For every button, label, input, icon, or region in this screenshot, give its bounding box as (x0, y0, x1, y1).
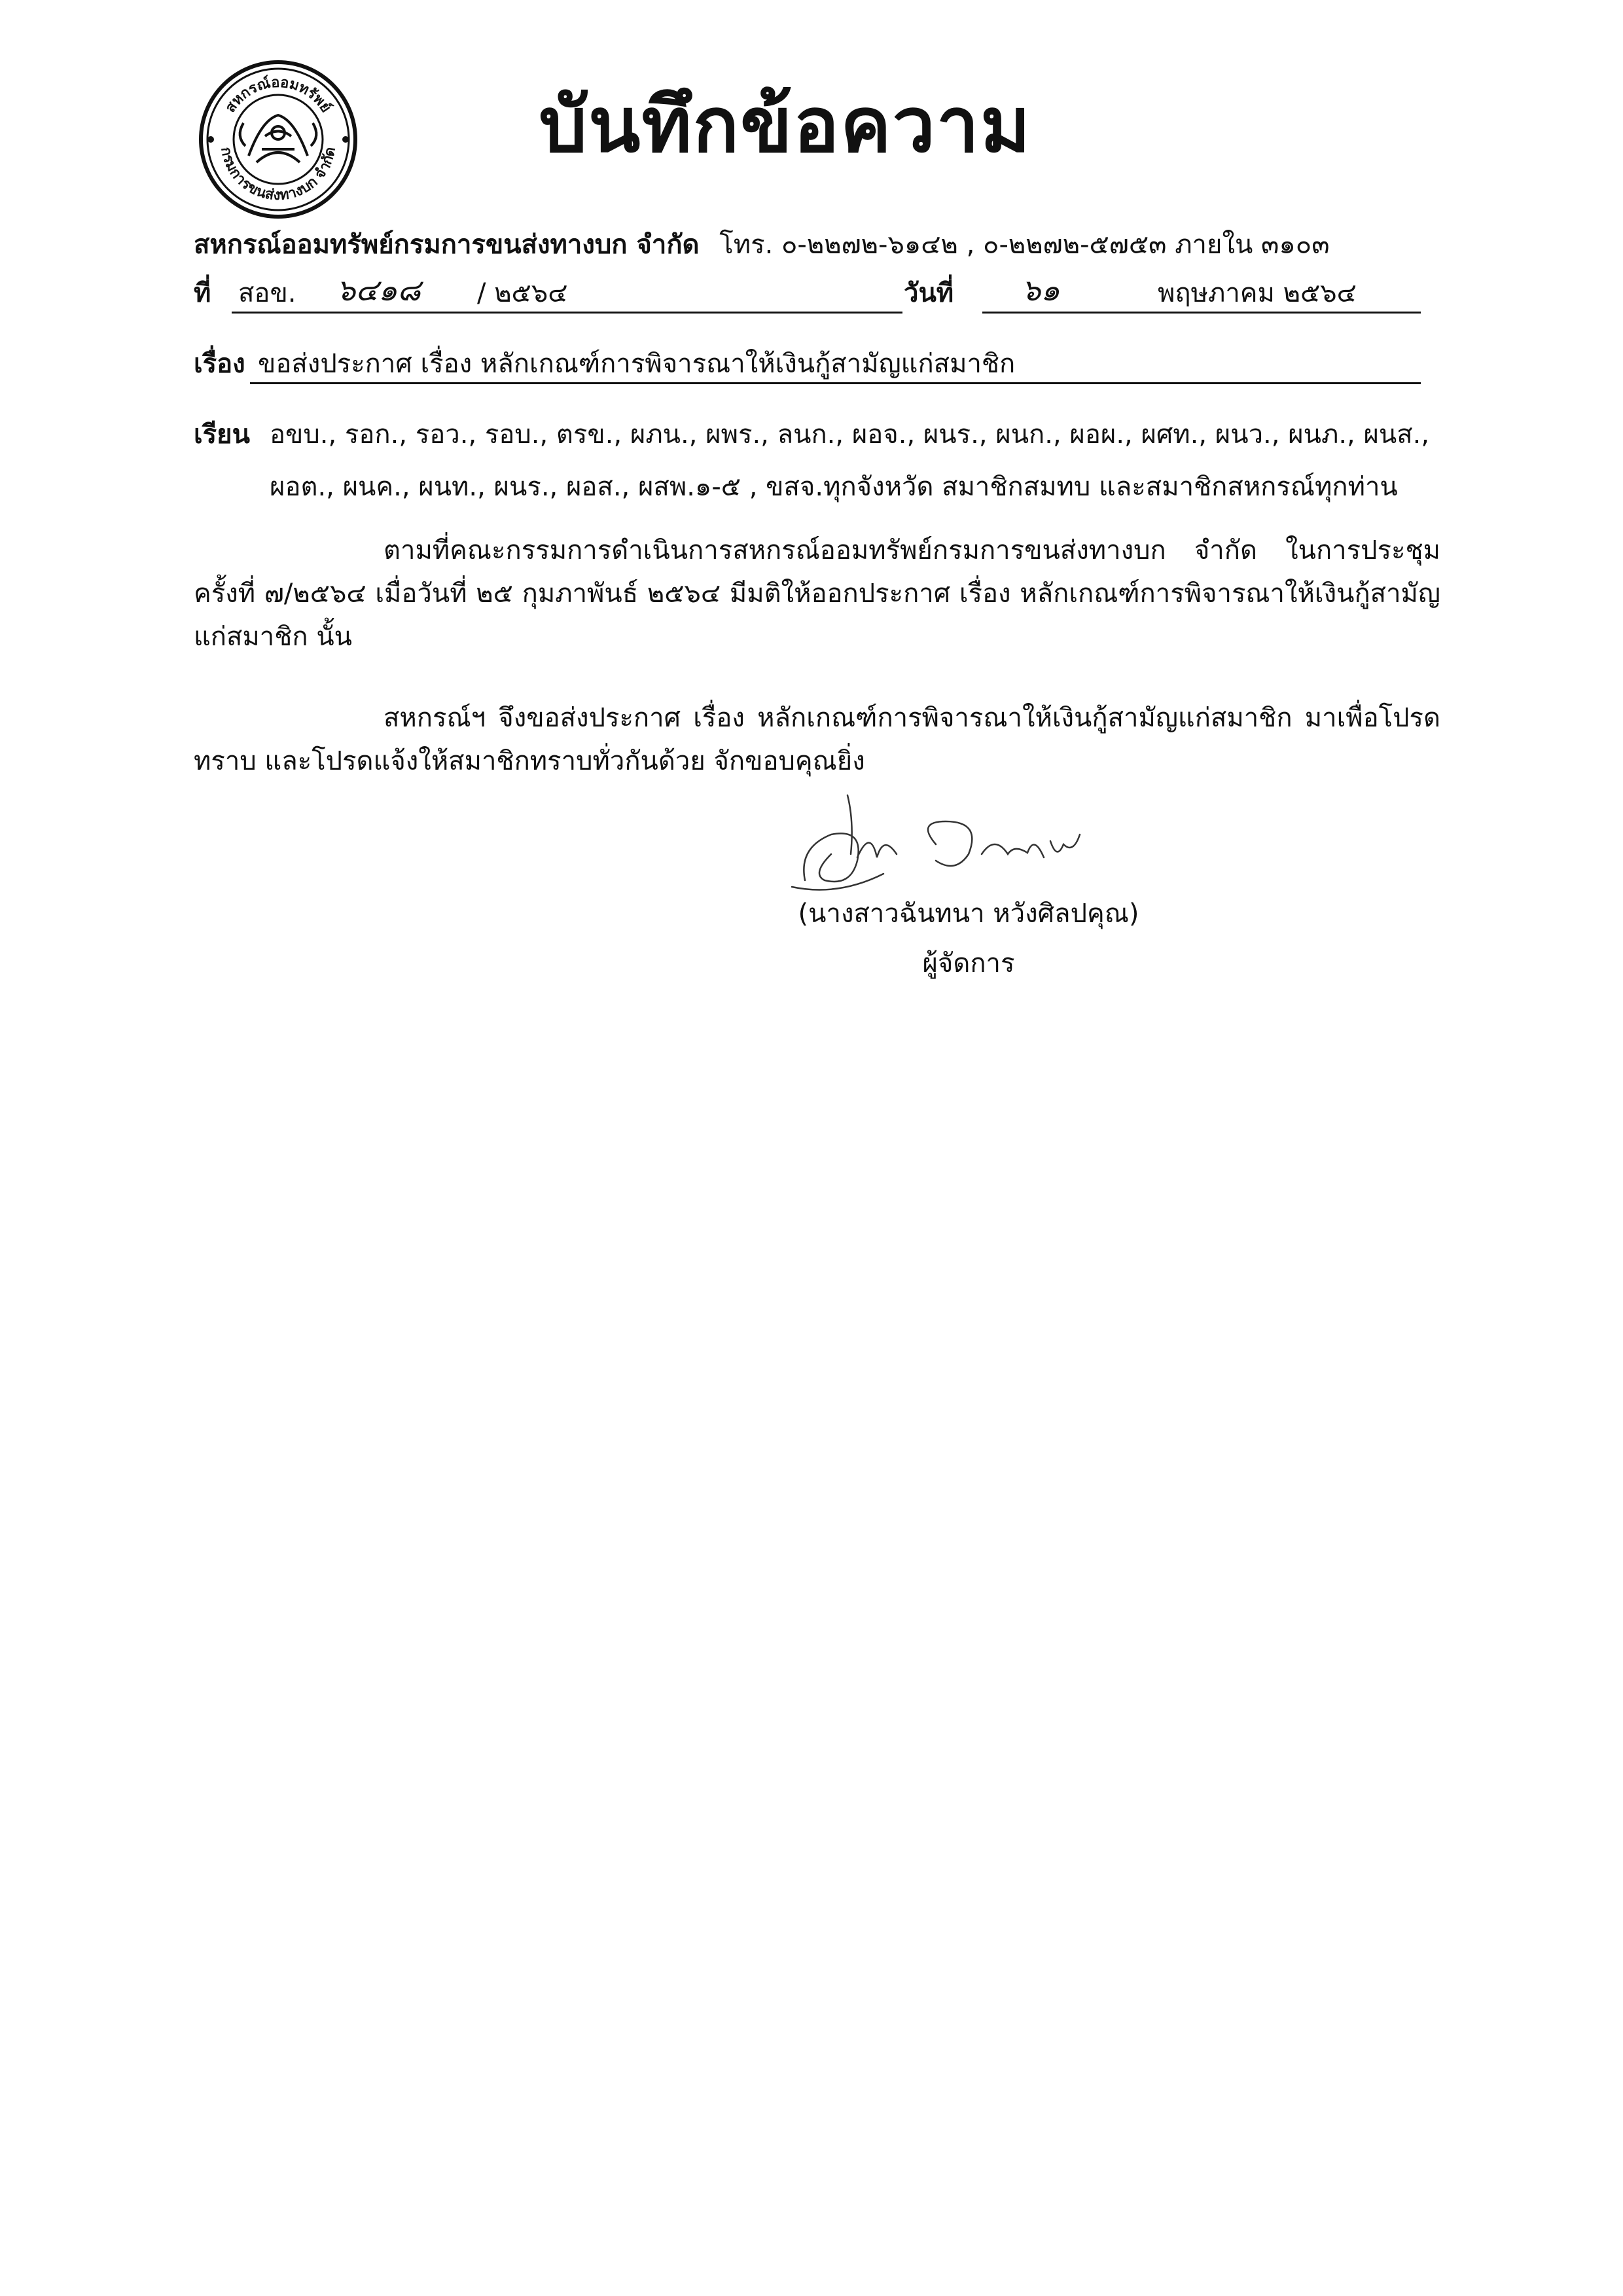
organization-name: สหกรณ์ออมทรัพย์กรมการขนส่งทางบก จำกัด (194, 230, 700, 260)
svg-text:สหกรณ์ออมทรัพย์: สหกรณ์ออมทรัพย์ (222, 74, 334, 116)
contact-phone: โทร. ๐-๒๒๗๒-๖๑๔๒ , ๐-๒๒๗๒-๕๗๕๓ ภายใน ๓๑๐๓ (719, 230, 1330, 260)
date-day: ๖๑ (1022, 272, 1060, 308)
reference-prefix: สอข. (238, 278, 296, 308)
cooperative-seal-icon (196, 58, 360, 221)
subject-line (194, 348, 1421, 387)
svg-text:กรมการขนส่งทางบก จำกัด: กรมการขนส่งทางบก จำกัด (217, 145, 339, 204)
recipients-label: เรียน (194, 420, 250, 450)
recipients-line-2: ผอต., ผนค., ผนท., ผนร., ผอส., ผสพ.๑-๕ , ขสจ.ทุกจังหวัด สมาชิกสมทบ และสมาชิกสหกรณ์ทุกท่าน (270, 472, 1398, 502)
reference-line (194, 272, 1421, 317)
body-paragraph-1 (194, 529, 1440, 658)
handwritten-signature-icon (785, 782, 1126, 906)
memo-title: บันทึกข้อความ (539, 81, 1032, 170)
date-field (982, 272, 1421, 314)
reference-year: / ๒๕๖๔ (477, 278, 568, 308)
signature-graphic (785, 782, 1126, 906)
organization-header (194, 229, 1330, 260)
body-paragraph-1-text: ตามที่คณะกรรมการดำเนินการสหกรณ์ออมทรัพย์กรมการขนส่งทางบก จำกัด ในการประชุม ครั้งที่ ๗/๒๕๖๔ เมื่อวันที่ ๒๕ กุมภาพันธ์ ๒๕๖๔ มีมติให้ออกประกาศ เรื่อง หลักเกณฑ์การพิจารณาให้เงินกู้สามัญแก่สมาชิก นั้น (194, 535, 1440, 652)
subject-label: เรื่อง (194, 349, 245, 379)
date-label: วันที่ (904, 278, 954, 308)
body-paragraph-2 (194, 696, 1440, 783)
subject-text: ขอส่งประกาศ เรื่อง หลักเกณฑ์การพิจารณาให้เงินกู้สามัญแก่สมาชิก (250, 348, 1421, 384)
date-month-year: พฤษภาคม ๒๕๖๔ (1158, 278, 1357, 308)
signatory-name: (นางสาวฉันทนา หวังศิลปคุณ) (798, 899, 1139, 929)
reference-label: ที่ (194, 278, 211, 308)
signatory-position: ผู้จัดการ (922, 948, 1015, 978)
reference-number: ๖๔๑๘ (336, 272, 421, 308)
body-paragraph-2-text: สหกรณ์ฯ จึงขอส่งประกาศ เรื่อง หลักเกณฑ์การพิจารณาให้เงินกู้สามัญแก่สมาชิก มาเพื่อโปรดทราบ และโปรดแจ้งให้สมาชิกทราบทั่วกันด้วย จักขอบคุณยิ่ง (194, 703, 1440, 776)
recipients-line-1: อขบ., รอก., รอว., รอบ., ตรข., ผภน., ผพร., ลนก., ผอจ., ผนร., ผนก., ผอผ., ผศท., ผนว., ผนภ., ผนส., (270, 420, 1430, 450)
reference-number-field (232, 272, 902, 314)
seal-graphic (196, 58, 360, 221)
